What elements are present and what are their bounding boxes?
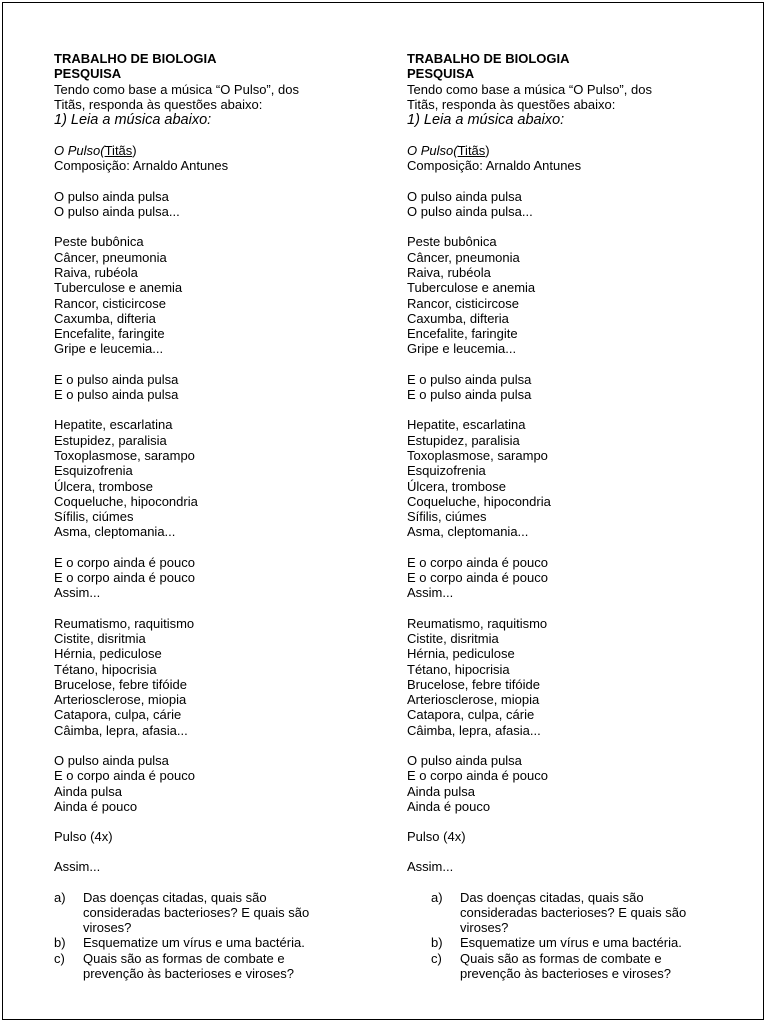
lyric-line: Tuberculose e anemia bbox=[54, 280, 183, 296]
question-a bbox=[54, 890, 374, 936]
stanza bbox=[54, 829, 374, 844]
stanza bbox=[407, 753, 727, 814]
lyric-line: Hepatite, escarlatina bbox=[407, 417, 526, 433]
paren-open: ( bbox=[453, 143, 458, 159]
song-composer: Composição: Arnaldo Antunes bbox=[54, 158, 229, 174]
lyric-line: Brucelose, febre tifóide bbox=[407, 676, 540, 692]
lyric-line: Tétano, hipocrisia bbox=[54, 661, 157, 677]
stanza bbox=[407, 829, 727, 844]
question-label: b) bbox=[54, 935, 66, 951]
lyric-line: Asma, cleptomania... bbox=[54, 524, 176, 540]
doc-title: TRABALHO DE BIOLOGIA bbox=[54, 51, 217, 66]
lyric-line: Câimba, lepra, afasia... bbox=[407, 722, 541, 738]
lyric-line: E o corpo ainda é pouco bbox=[54, 768, 195, 784]
left-column bbox=[54, 51, 374, 981]
lyric-line: Assim... bbox=[407, 585, 454, 601]
lyric-line: Tuberculose e anemia bbox=[407, 280, 536, 296]
lyric-line: Coqueluche, hipocondria bbox=[407, 493, 551, 509]
intro-line-2: Titãs, responda às questões abaixo: bbox=[407, 96, 616, 112]
lyric-line: Esquizofrenia bbox=[54, 463, 133, 479]
stanza bbox=[54, 753, 374, 814]
lyric-line: Gripe e leucemia... bbox=[407, 341, 517, 357]
lyric-line: Reumatismo, raquitismo bbox=[54, 615, 195, 631]
lyric-line: Arteriosclerose, miopia bbox=[54, 692, 187, 708]
lyric-line: Sífilis, ciúmes bbox=[407, 509, 487, 525]
lyric-line: Asma, cleptomania... bbox=[407, 524, 529, 540]
lyric-line: Peste bubônica bbox=[407, 234, 497, 250]
stanza bbox=[407, 234, 727, 356]
question-b bbox=[431, 935, 727, 950]
lyric-line: Assim... bbox=[54, 859, 101, 875]
stanza bbox=[54, 859, 374, 874]
question-1: 1) Leia a música abaixo: bbox=[407, 112, 565, 129]
lyric-line: Rancor, cisticircose bbox=[407, 295, 519, 311]
intro-line-1: Tendo como base a música “O Pulso”, dos bbox=[407, 81, 652, 97]
lyric-line: Cistite, disritmia bbox=[54, 630, 146, 646]
lyric-line: Cistite, disritmia bbox=[407, 630, 499, 646]
lyric-line: Hérnia, pediculose bbox=[407, 646, 515, 662]
lyric-line: O pulso ainda pulsa bbox=[54, 188, 169, 204]
lyrics bbox=[54, 174, 374, 875]
lyric-line: Raiva, rubéola bbox=[54, 264, 138, 280]
lyric-line: Câimba, lepra, afasia... bbox=[54, 722, 188, 738]
lyric-line: E o corpo ainda é pouco bbox=[54, 570, 195, 586]
doc-title: TRABALHO DE BIOLOGIA bbox=[407, 51, 570, 66]
song-band-link[interactable]: Titãs bbox=[457, 143, 486, 159]
question-label: c) bbox=[431, 950, 442, 966]
stanza bbox=[407, 616, 727, 738]
question-text: Esquematize um vírus e uma bactéria. bbox=[460, 935, 682, 951]
lyric-line: Tétano, hipocrisia bbox=[407, 661, 510, 677]
song-heading bbox=[54, 143, 374, 158]
stanza bbox=[407, 859, 727, 874]
lyric-line: Ainda pulsa bbox=[54, 783, 122, 799]
stanza bbox=[54, 555, 374, 601]
intro-line-1: Tendo como base a música “O Pulso”, dos bbox=[54, 81, 299, 97]
stanza bbox=[407, 372, 727, 403]
question-b bbox=[54, 935, 374, 950]
lyric-line: E o pulso ainda pulsa bbox=[54, 371, 179, 387]
lyric-line: Gripe e leucemia... bbox=[54, 341, 164, 357]
lyric-line: Toxoplasmose, sarampo bbox=[407, 447, 548, 463]
lyric-line: Sífilis, ciúmes bbox=[54, 509, 134, 525]
lyric-line: Pulso (4x) bbox=[407, 829, 466, 845]
question-text: Esquematize um vírus e uma bactéria. bbox=[83, 935, 305, 951]
lyric-line: Estupidez, paralisia bbox=[407, 432, 520, 448]
lyric-line: Rancor, cisticircose bbox=[54, 295, 166, 311]
lyric-line: E o pulso ainda pulsa bbox=[407, 371, 532, 387]
stanza bbox=[54, 189, 374, 220]
lyric-line: Catapora, culpa, cárie bbox=[407, 707, 535, 723]
lyric-line: Estupidez, paralisia bbox=[54, 432, 167, 448]
lyric-line: Arteriosclerose, miopia bbox=[407, 692, 540, 708]
lyric-line: Úlcera, trombose bbox=[54, 478, 153, 494]
intro-line-2: Titãs, responda às questões abaixo: bbox=[54, 96, 263, 112]
question-list bbox=[54, 890, 374, 981]
lyric-line: E o corpo ainda é pouco bbox=[407, 554, 548, 570]
question-label: a) bbox=[54, 889, 66, 905]
lyric-line: Pulso (4x) bbox=[54, 829, 113, 845]
question-text: Das doenças citadas, quais são consideradas bacterioses? E quais são viroses? bbox=[83, 889, 310, 936]
paren-close: ) bbox=[485, 143, 490, 159]
lyric-line: Ainda pulsa bbox=[407, 783, 475, 799]
lyric-line: E o corpo ainda é pouco bbox=[54, 554, 195, 570]
right-column bbox=[407, 51, 727, 981]
doc-subtitle: PESQUISA bbox=[54, 66, 122, 82]
stanza bbox=[54, 372, 374, 403]
question-a bbox=[431, 890, 727, 936]
lyric-line: Assim... bbox=[54, 585, 101, 601]
question-text: Quais são as formas de combate e prevenção às bacterioses e viroses? bbox=[83, 950, 295, 981]
song-band-link[interactable]: Titãs bbox=[104, 143, 133, 159]
question-label: b) bbox=[431, 935, 443, 951]
paren-open: ( bbox=[100, 143, 105, 159]
lyric-line: Câncer, pneumonia bbox=[407, 249, 520, 265]
lyric-line: Reumatismo, raquitismo bbox=[407, 615, 548, 631]
question-1: 1) Leia a música abaixo: bbox=[54, 112, 212, 129]
question-label: c) bbox=[54, 950, 65, 966]
lyric-line: Úlcera, trombose bbox=[407, 478, 506, 494]
lyric-line: E o corpo ainda é pouco bbox=[407, 570, 548, 586]
stanza bbox=[54, 234, 374, 356]
lyric-line: Assim... bbox=[407, 859, 454, 875]
lyric-line: Hepatite, escarlatina bbox=[54, 417, 173, 433]
question-list bbox=[431, 890, 727, 981]
lyric-line: Raiva, rubéola bbox=[407, 264, 491, 280]
lyric-line: Câncer, pneumonia bbox=[54, 249, 167, 265]
lyric-line: Toxoplasmose, sarampo bbox=[54, 447, 195, 463]
lyric-line: Hérnia, pediculose bbox=[54, 646, 162, 662]
paren-close: ) bbox=[132, 143, 137, 159]
lyric-line: Ainda é pouco bbox=[54, 798, 138, 814]
lyric-line: Brucelose, febre tifóide bbox=[54, 676, 187, 692]
stanza bbox=[54, 417, 374, 539]
lyric-line: Encefalite, faringite bbox=[407, 326, 518, 342]
lyric-line: O pulso ainda pulsa bbox=[407, 188, 522, 204]
lyric-line: O pulso ainda pulsa bbox=[54, 752, 169, 768]
question-c bbox=[54, 951, 374, 981]
lyric-line: Esquizofrenia bbox=[407, 463, 486, 479]
question-text: Das doenças citadas, quais são consideradas bacterioses? E quais são viroses? bbox=[460, 889, 687, 936]
question-text: Quais são as formas de combate e prevenção às bacterioses e viroses? bbox=[460, 950, 672, 981]
stanza bbox=[54, 616, 374, 738]
lyric-line: Encefalite, faringite bbox=[54, 326, 165, 342]
doc-subtitle: PESQUISA bbox=[407, 66, 475, 82]
lyrics bbox=[407, 174, 727, 875]
lyric-line: Catapora, culpa, cárie bbox=[54, 707, 182, 723]
question-c bbox=[431, 951, 727, 981]
lyric-line: O pulso ainda pulsa... bbox=[407, 204, 533, 220]
lyric-line: E o corpo ainda é pouco bbox=[407, 768, 548, 784]
lyric-line: O pulso ainda pulsa bbox=[407, 752, 522, 768]
song-heading bbox=[407, 143, 727, 158]
lyric-line: E o pulso ainda pulsa bbox=[54, 387, 179, 403]
stanza bbox=[407, 189, 727, 220]
song-title: O Pulso bbox=[407, 143, 454, 159]
song-composer: Composição: Arnaldo Antunes bbox=[407, 158, 582, 174]
lyric-line: Caxumba, difteria bbox=[407, 310, 509, 326]
stanza bbox=[407, 417, 727, 539]
lyric-line: Ainda é pouco bbox=[407, 798, 491, 814]
lyric-line: O pulso ainda pulsa... bbox=[54, 204, 180, 220]
question-label: a) bbox=[431, 889, 443, 905]
lyric-line: Caxumba, difteria bbox=[54, 310, 156, 326]
lyric-line: Peste bubônica bbox=[54, 234, 144, 250]
stanza bbox=[407, 555, 727, 601]
song-title: O Pulso bbox=[54, 143, 101, 159]
lyric-line: E o pulso ainda pulsa bbox=[407, 387, 532, 403]
lyric-line: Coqueluche, hipocondria bbox=[54, 493, 198, 509]
